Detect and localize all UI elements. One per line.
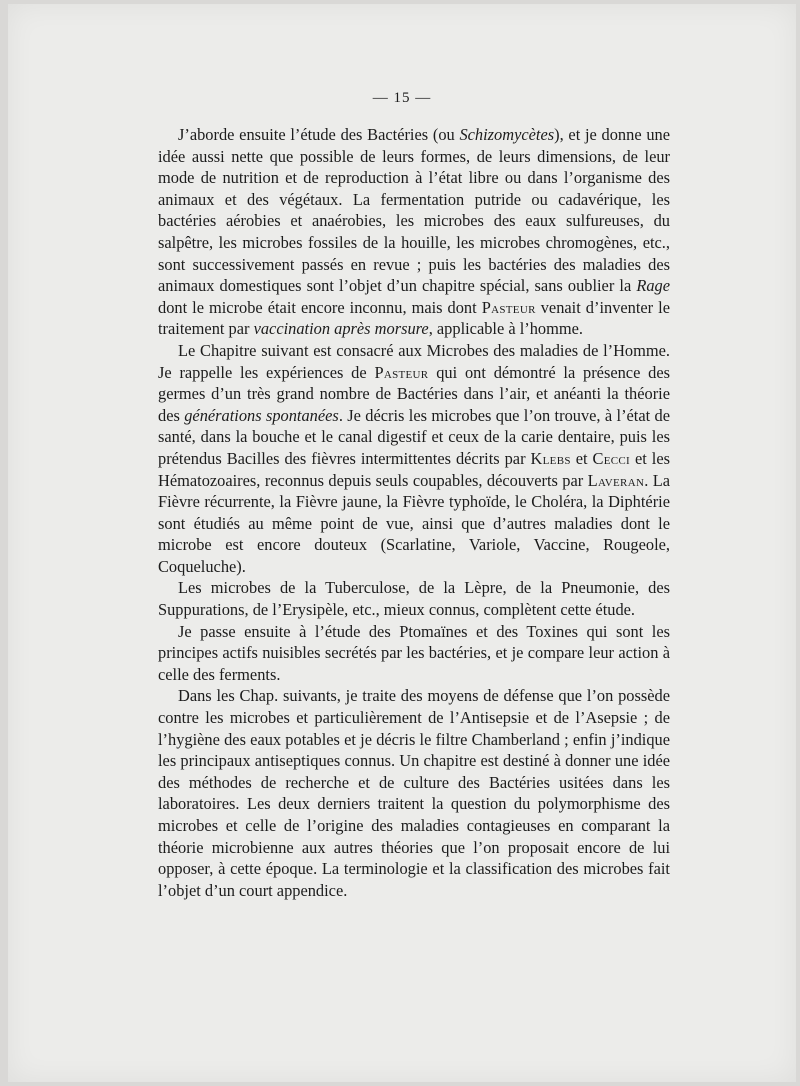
book-page	[8, 4, 796, 1082]
text-run: dont le microbe était encore inconnu, mais dont	[158, 297, 482, 317]
body-text	[158, 124, 670, 901]
text-run: . Je décris les microbes que l’on trouve, à l’état de santé, dans la bouche et le canal digestif et ceux de la carie dentaire, puis les prétendus Bacilles des fièvres intermittentes décrits par	[158, 405, 671, 468]
author-name: Klebs	[530, 448, 571, 468]
text-run: et	[570, 448, 593, 468]
italic-term: Rage	[636, 276, 670, 296]
text-run: venait d’inventer le traitement par	[158, 297, 670, 339]
text-run: et les Hématozoaires, reconnus depuis seuls coupables, découverts par	[158, 448, 671, 490]
text-run: Dans les Chap. suivants, je traite des moyens de défense que l’on possède contre les microbes et particulièrement de l’Antisepsie et de l’Asepsie ; de l’hygiène des eaux potables et je décris le filtre Chamberland ; enfin j’indique les principaux antiseptiques connus. Un chapitre est destiné à donner une idée des méthodes de recherche et de culture des Bactéries usitées dans les laboratoires. Les deux derniers traitent la question du polymorphisme des microbes et celle de l’origine des maladies contagieuses en comparant la théorie microbienne aux autres théories que l’on proposait encore de lui opposer, à cette époque. La terminologie et la classification des microbes fait l’objet d’un court appendice.	[158, 686, 670, 900]
italic-term: générations spontanées	[184, 405, 339, 425]
text-run: . La Fièvre récurrente, la Fièvre jaune, la Fièvre typhoïde, le Choléra, la Diphtérie sont étudiés au même point de vue, ainsi que d’autres maladies dont le microbe est encore douteux (Scarlatine, Variole, Vaccine, Rougeole, Coqueluche).	[158, 470, 670, 576]
paragraph	[158, 621, 670, 686]
text-run: J’aborde ensuite l’étude des Bactéries (ou	[178, 125, 460, 144]
text-run: Je passe ensuite à l’étude des Ptomaïnes et des Toxines qui sont les principes actifs nuisibles secrétés par les bactéries, et je compare leur action à celle des ferments.	[158, 621, 670, 684]
text-run: , applicable à l’homme.	[428, 319, 583, 339]
paragraph	[158, 340, 670, 578]
text-run: qui ont démontré la présence des germes d’un très grand nombre de Bactéries dans l’air, et anéanti la théorie des	[158, 362, 670, 425]
italic-term: vaccination après morsure	[253, 319, 429, 339]
paragraph	[158, 577, 670, 620]
author-name: Cecci	[592, 448, 631, 468]
italic-term: Schizomycètes	[459, 125, 555, 144]
paragraph	[158, 685, 670, 901]
page-number: — 15 —	[372, 90, 432, 106]
paragraph	[158, 124, 670, 340]
text-run: Les microbes de la Tuberculose, de la Lèpre, de la Pneumonie, des Suppurations, de l’Erysipèle, etc., mieux connus, complètent cette étude.	[158, 578, 670, 620]
author-name: Pasteur	[481, 297, 536, 317]
author-name: Pasteur	[374, 362, 429, 382]
author-name: Laveran	[587, 470, 645, 490]
text-run: ), et je donne une idée aussi nette que possible de leurs formes, de leurs dimensions, de leur mode de nutrition et de reproduction à l’état libre ou dans l’organisme des animaux et des végétaux. La fermentation putride ou cadavérique, les bactéries aérobies et anaérobies, les microbes des eaux sulfureuses, du salpêtre, les microbes fossiles de la houille, les microbes chromogènes, etc., sont successivement passés en revue ; puis les bactéries des maladies des animaux domestiques sont l’objet d’un chapitre spécial, sans oublier la	[158, 125, 671, 296]
text-run: Le Chapitre suivant est consacré aux Microbes des maladies de l’Homme. Je rappelle les expériences de	[158, 340, 670, 382]
